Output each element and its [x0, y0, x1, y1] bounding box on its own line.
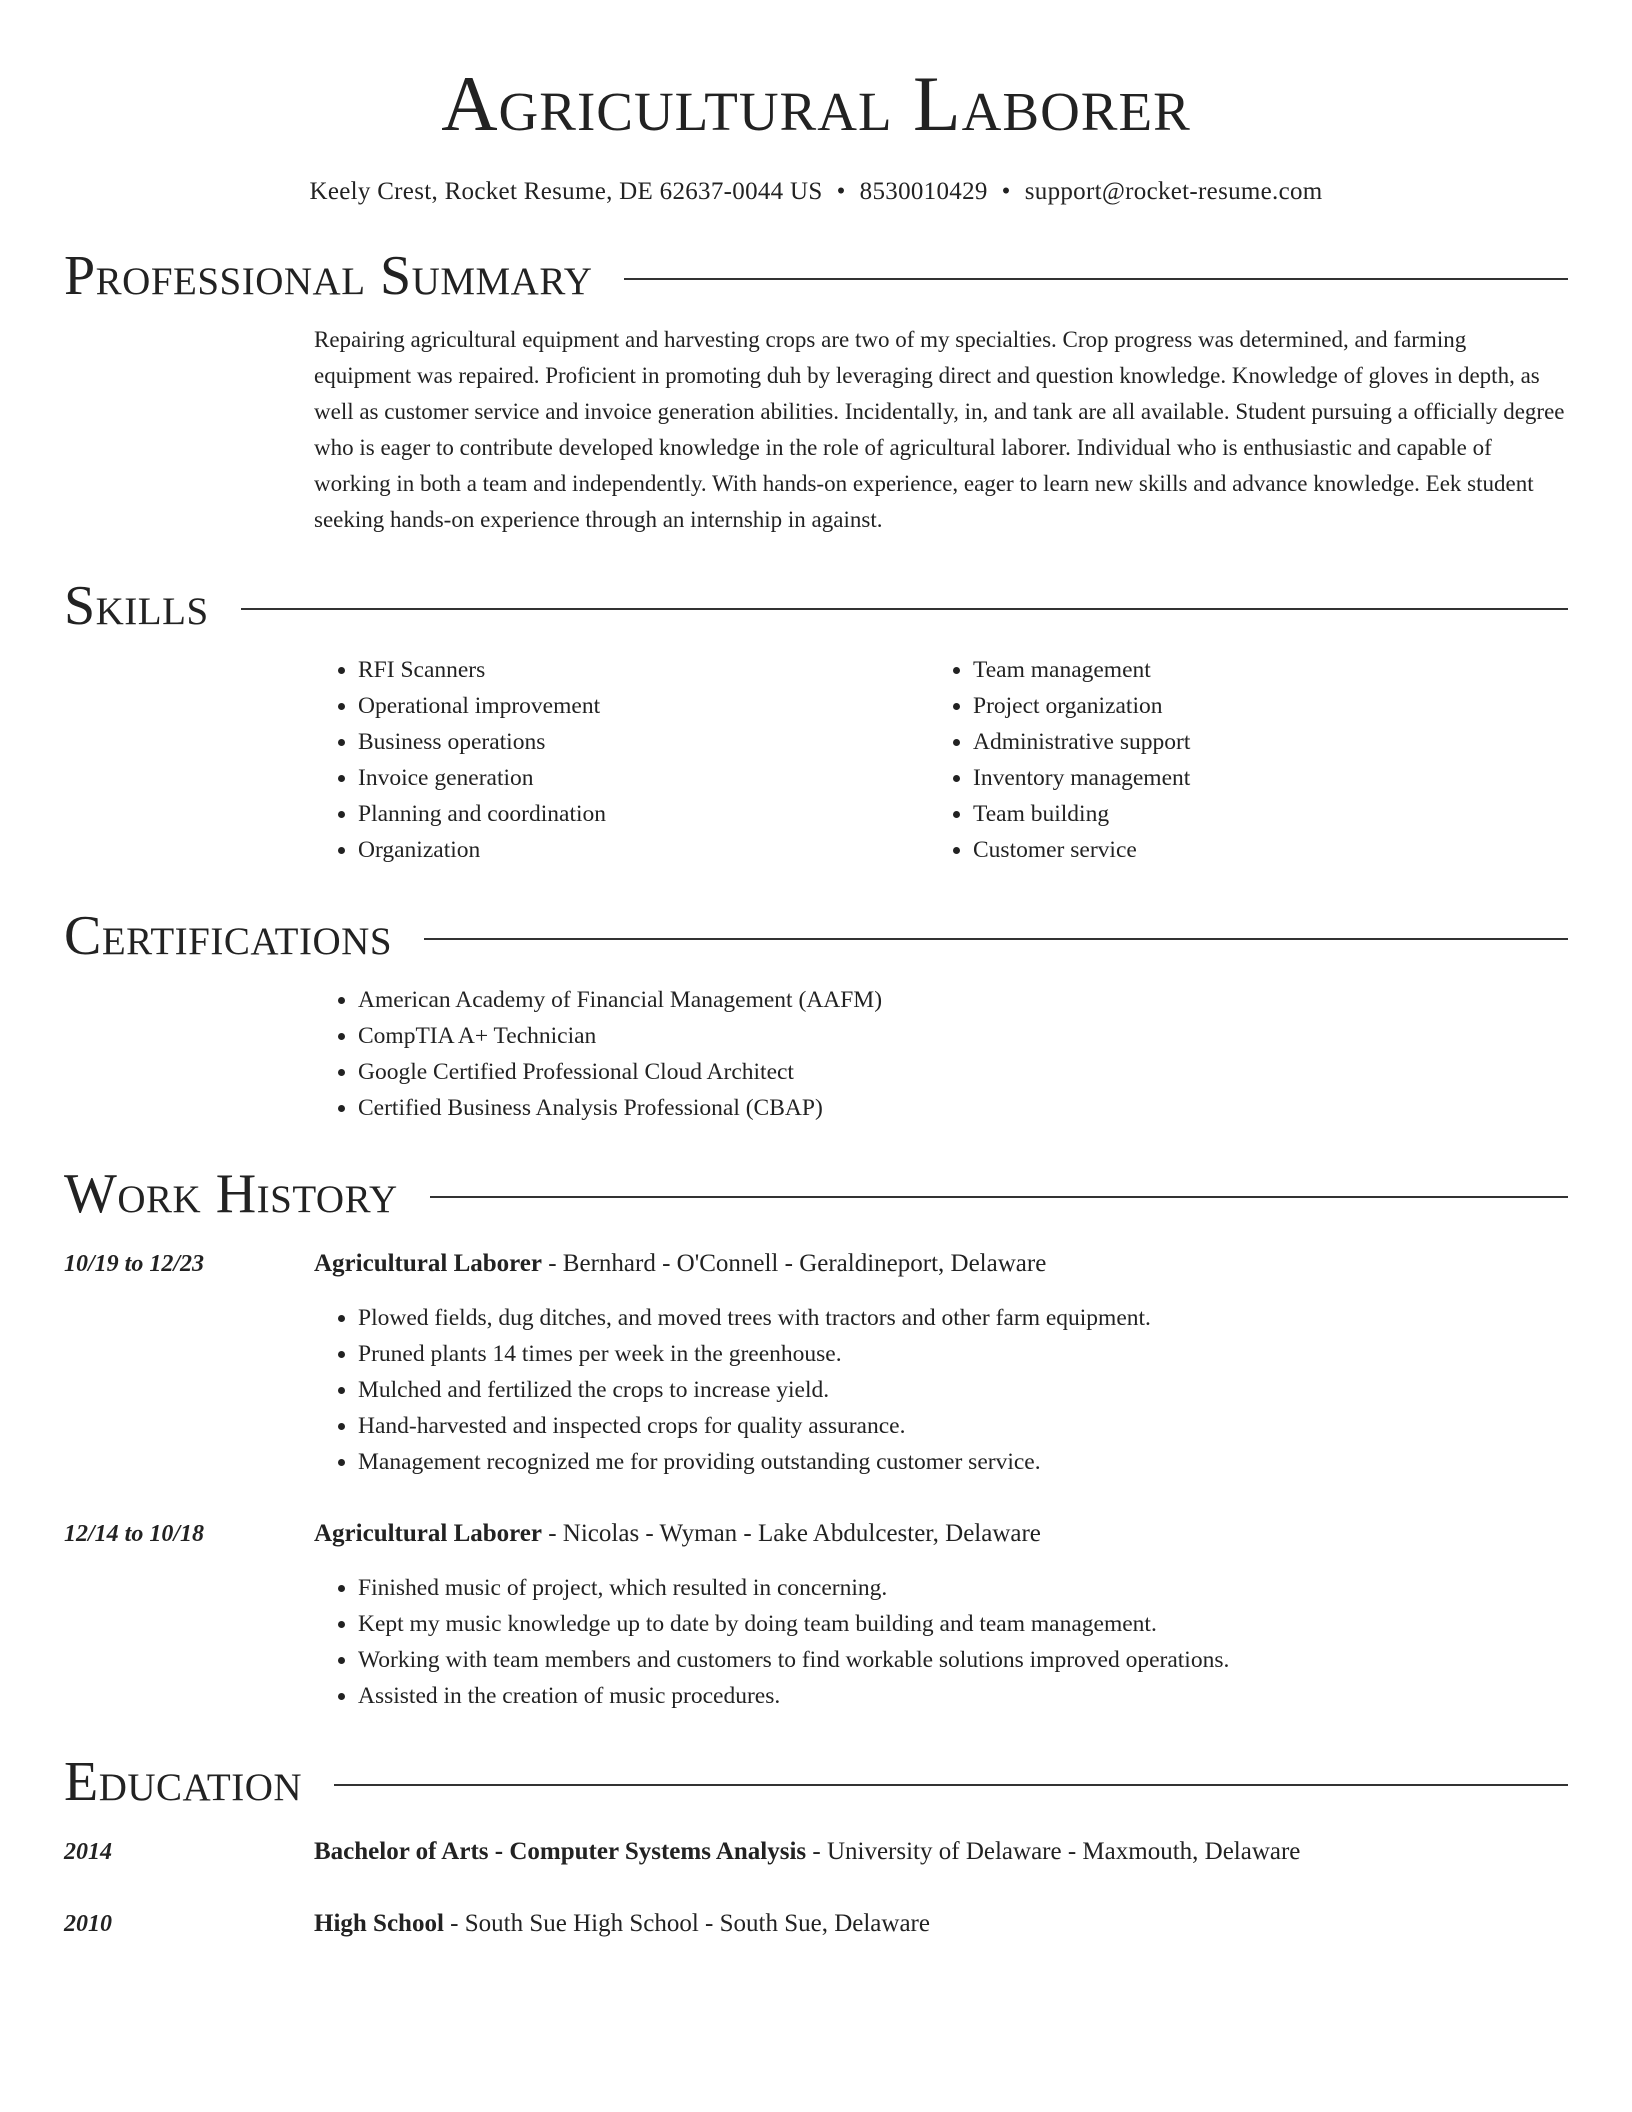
- job-entry: [64, 1516, 1568, 1714]
- work-section-header: [64, 1162, 1568, 1226]
- contact-address: Keely Crest, Rocket Resume, DE 62637-0044 US: [309, 178, 823, 205]
- job-bullet: • Assisted in the creation of music procedures.: [358, 1678, 1568, 1714]
- skills-column-left: [314, 652, 929, 868]
- education-heading: Education: [64, 1751, 303, 1813]
- job-bullet: • Pruned plants 14 times per week in the greenhouse.: [358, 1336, 1568, 1372]
- skill-item: • Project organization: [973, 688, 1544, 724]
- job-bullet: • Finished music of project, which resulted in concerning.: [358, 1570, 1568, 1606]
- job-title: Agricultural Laborer: [314, 1250, 542, 1277]
- job-dates: 12/14 to 10/18: [64, 1521, 205, 1547]
- summary-section-header: [64, 244, 1568, 308]
- skill-item: • RFI Scanners: [358, 652, 929, 688]
- education-section-header: [64, 1750, 1568, 1814]
- skills-section-header: [64, 574, 1568, 638]
- education-degree: High School: [314, 1910, 444, 1937]
- skills-list: [314, 652, 1568, 868]
- job-title-line: [314, 1516, 1568, 1552]
- section-divider: [424, 938, 1568, 940]
- job-entry: [64, 1246, 1568, 1480]
- skills-column-right: [929, 652, 1544, 868]
- certifications-heading: Certifications: [64, 905, 393, 967]
- certifications-section-header: [64, 904, 1568, 968]
- contact-phone: 8530010429: [859, 178, 988, 205]
- job-title: Agricultural Laborer: [314, 1520, 542, 1547]
- skill-item: • Planning and coordination: [358, 796, 929, 832]
- certifications-list: [314, 982, 1568, 1126]
- job-bullet: • Mulched and fertilized the crops to increase yield.: [358, 1372, 1568, 1408]
- job-details: - Bernhard - O'Connell - Geraldineport, Delaware: [541, 1250, 1047, 1277]
- certification-item: • American Academy of Financial Management (AAFM): [358, 982, 1568, 1018]
- section-divider: [430, 1196, 1568, 1198]
- education-line: [314, 1834, 1300, 1870]
- skill-item: • Administrative support: [973, 724, 1544, 760]
- section-divider: [241, 608, 1568, 610]
- contact-line: [64, 176, 1568, 208]
- skill-item: • Invoice generation: [358, 760, 929, 796]
- job-bullets: [314, 1300, 1568, 1480]
- section-divider: [334, 1784, 1568, 1786]
- education-entry: [64, 1834, 1568, 1870]
- certification-item: • CompTIA A+ Technician: [358, 1018, 1568, 1054]
- contact-separator: •: [836, 178, 846, 205]
- education-entry: [64, 1906, 1568, 1942]
- work-heading: Work History: [64, 1163, 398, 1225]
- contact-email: support@rocket-resume.com: [1024, 178, 1323, 205]
- job-bullet: • Management recognized me for providing outstanding customer service.: [358, 1444, 1568, 1480]
- skill-item: • Team management: [973, 652, 1544, 688]
- education-details: - South Sue High School - South Sue, Delaware: [443, 1910, 930, 1937]
- certification-item: • Google Certified Professional Cloud Architect: [358, 1054, 1568, 1090]
- candidate-name: Agricultural Laborer: [441, 60, 1191, 147]
- education-details: - University of Delaware - Maxmouth, Delaware: [806, 1838, 1301, 1865]
- education-year: 2014: [64, 1839, 112, 1865]
- education-line: [314, 1906, 930, 1942]
- skill-item: • Business operations: [358, 724, 929, 760]
- summary-heading: Professional Summary: [64, 245, 593, 307]
- skill-item: • Team building: [973, 796, 1544, 832]
- job-bullet: • Hand-harvested and inspected crops for quality assurance.: [358, 1408, 1568, 1444]
- job-title-line: [314, 1246, 1568, 1282]
- education-year: 2010: [64, 1911, 112, 1937]
- skill-item: • Inventory management: [973, 760, 1544, 796]
- education-degree: Bachelor of Arts - Computer Systems Analysis: [314, 1838, 807, 1865]
- job-bullet: • Kept my music knowledge up to date by doing team building and team management.: [358, 1606, 1568, 1642]
- skill-item: • Customer service: [973, 832, 1544, 868]
- skill-item: • Operational improvement: [358, 688, 929, 724]
- job-bullets: [314, 1570, 1568, 1714]
- summary-text: Repairing agricultural equipment and harvesting crops are two of my specialties. Crop progress was determined, and farming equipment was repaired. Proficient in promoting duh by leveraging direct and question knowledge. Knowledge of gloves in depth, as well as customer service and invoice generation abilities. Incidentally, in, and tank are all available. Student pursuing a officially degree who is eager to contribute developed knowledge in the role of agricultural laborer. Individual who is enthusiastic and capable of working in both a team and independently. With hands-on experience, eager to learn new skills and advance knowledge. Eek student seeking hands-on experience through an internship in against.: [314, 327, 1565, 532]
- contact-separator: •: [1001, 178, 1011, 205]
- section-divider: [624, 278, 1568, 280]
- job-dates: 10/19 to 12/23: [64, 1251, 205, 1277]
- skill-item: • Organization: [358, 832, 929, 868]
- job-bullet: • Plowed fields, dug ditches, and moved trees with tractors and other farm equipment.: [358, 1300, 1568, 1336]
- skills-heading: Skills: [64, 575, 209, 637]
- certification-item: • Certified Business Analysis Professional (CBAP): [358, 1090, 1568, 1126]
- job-bullet: • Working with team members and customers to find workable solutions improved operations.: [358, 1642, 1568, 1678]
- job-details: - Nicolas - Wyman - Lake Abdulcester, Delaware: [541, 1520, 1041, 1547]
